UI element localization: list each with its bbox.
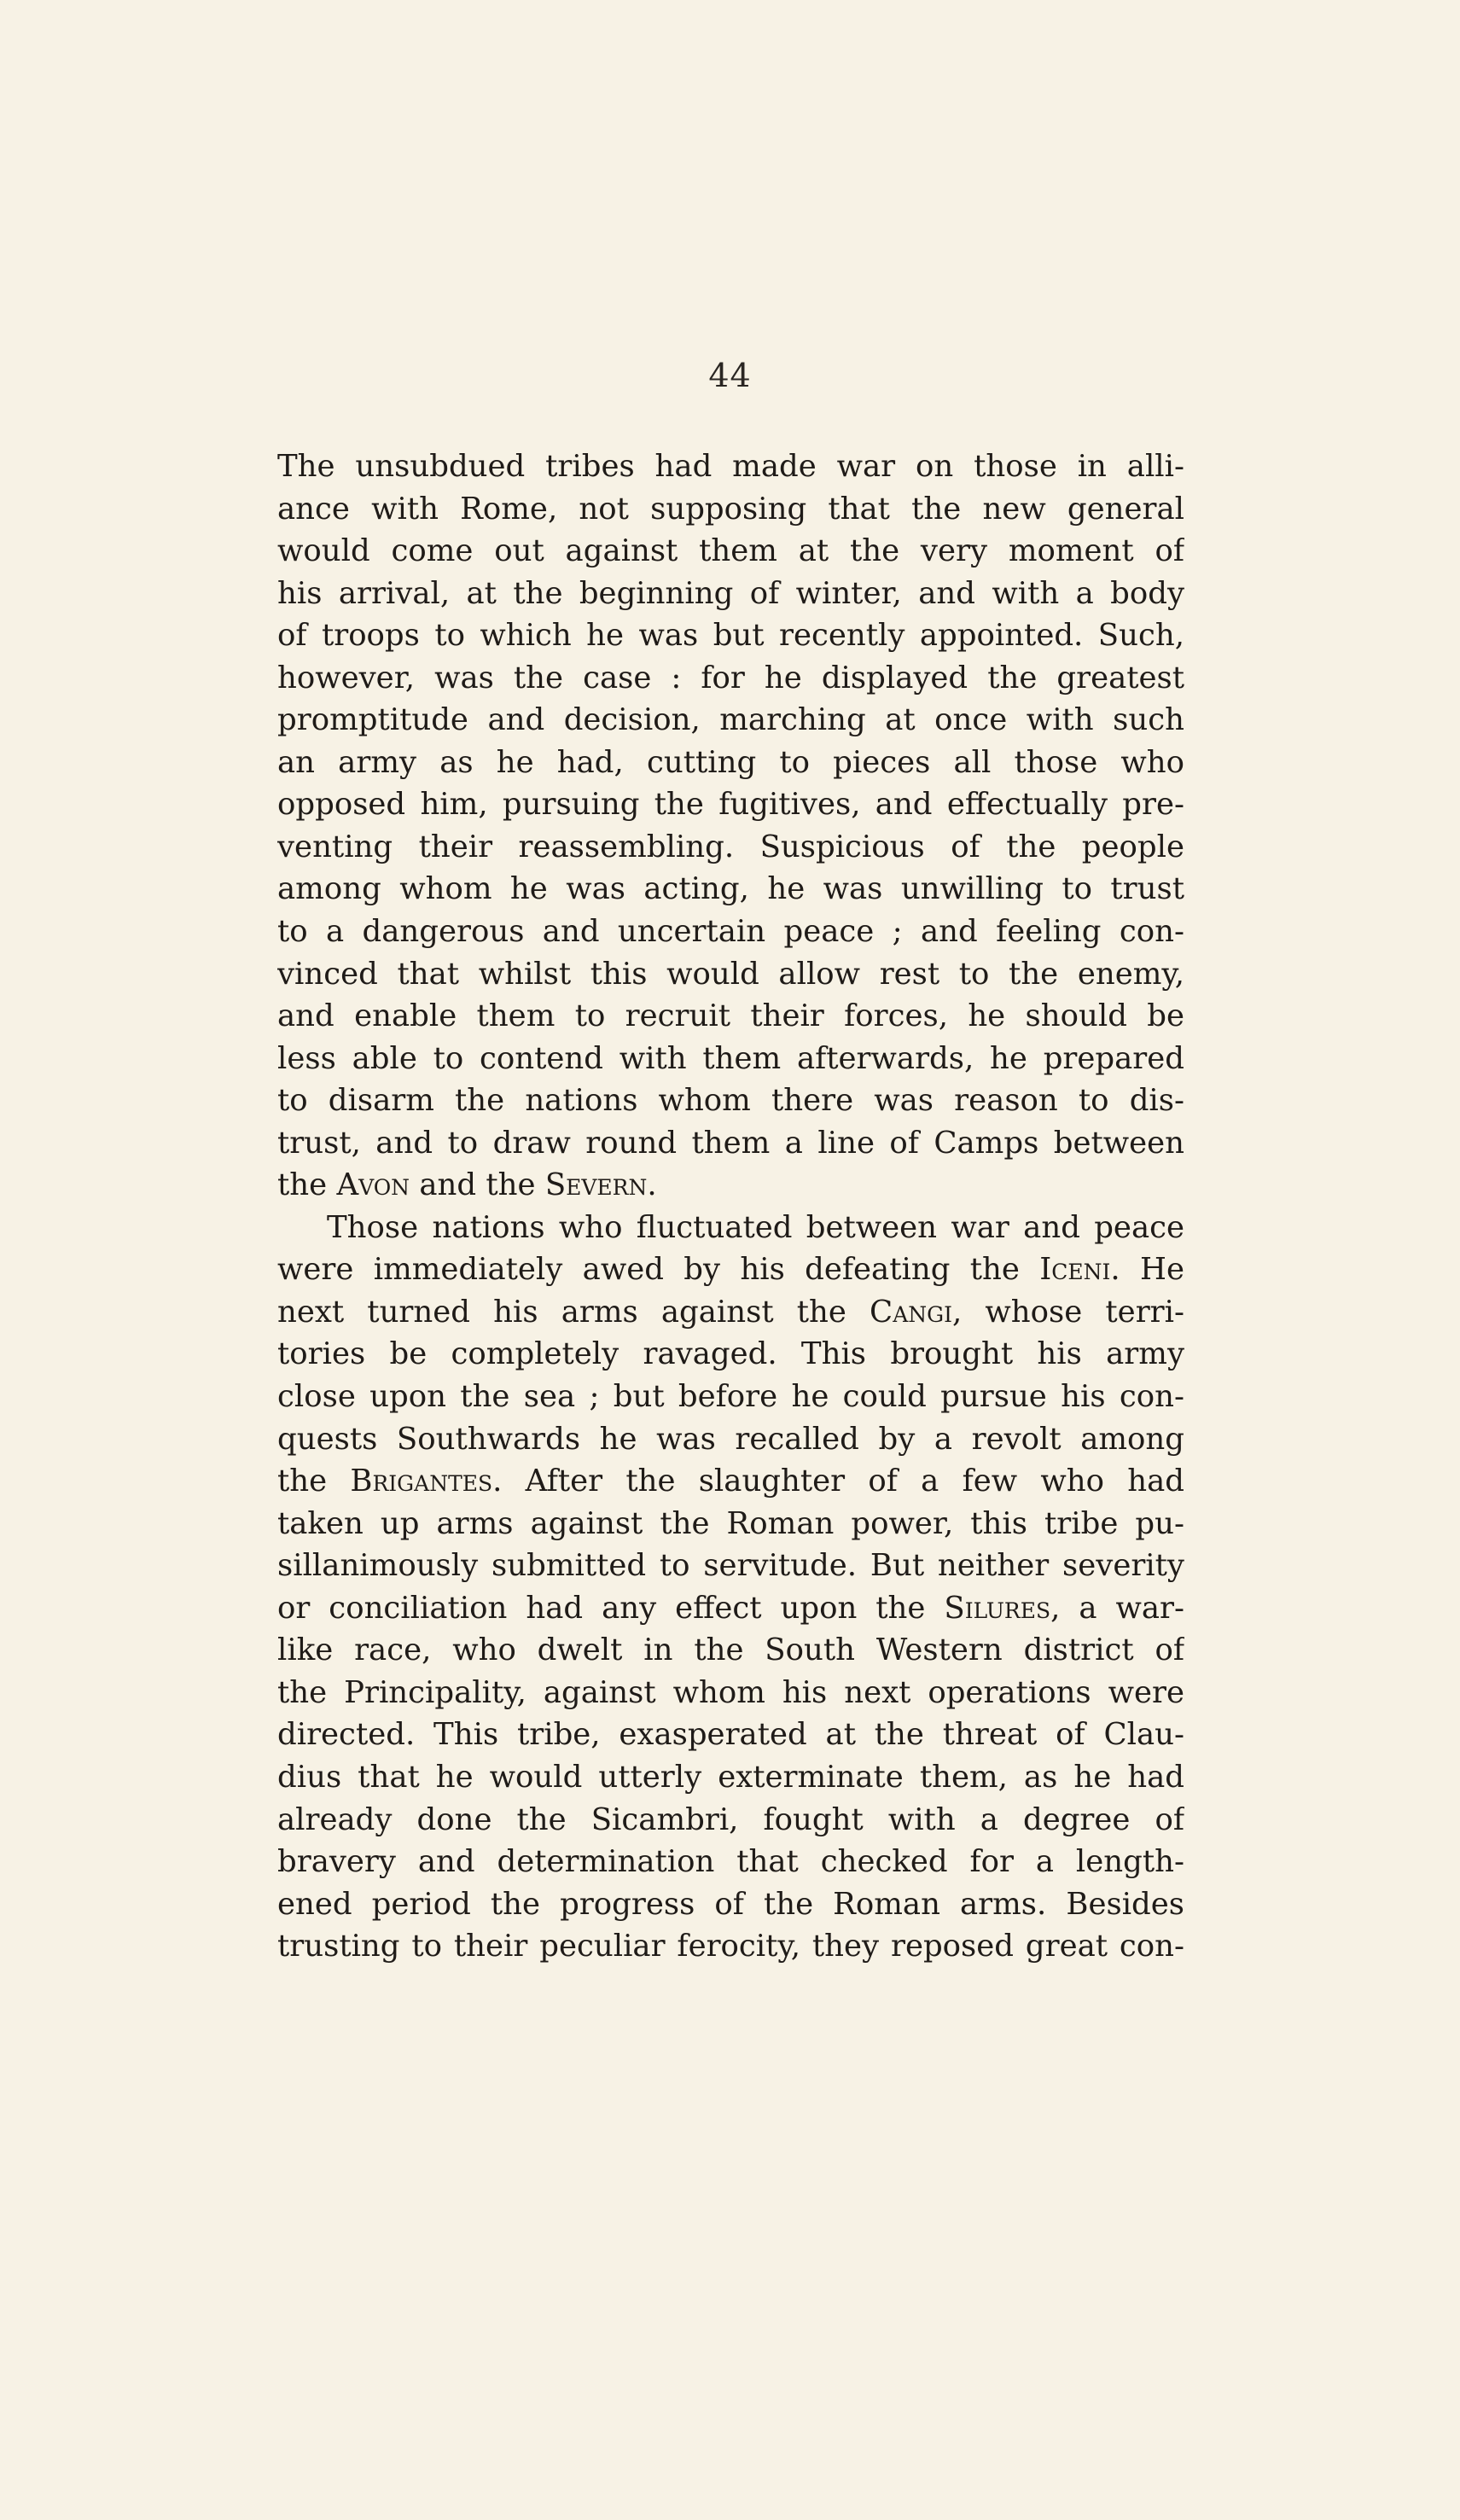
text-line: close upon the sea ; but before he could pursue his con- — [277, 1379, 1184, 1415]
text-line: the Brigantes. After the slaughter of a few who had — [277, 1464, 1184, 1499]
text-line: next turned his arms against the Cangi, whose terri- — [277, 1294, 1184, 1330]
text-line: less able to contend with them afterwards, he prepared — [277, 1040, 1184, 1076]
text-line: taken up arms against the Roman power, this tribe pu- — [277, 1505, 1184, 1541]
text-line: tories be completely ravaged. This brought his army — [277, 1336, 1184, 1372]
tribe-name-silures: Silures — [944, 1590, 1051, 1626]
text-line: his arrival, at the beginning of winter, and with a body — [277, 575, 1184, 611]
text-line: of troops to which he was but recently appointed. Such, — [277, 618, 1184, 654]
text-line: vinced that whilst this would allow rest to the enemy, — [277, 956, 1184, 992]
text-line: trust, and to draw round them a line of Camps between — [277, 1125, 1184, 1161]
body-text — [277, 445, 1184, 1968]
text-line: ance with Rome, not supposing that the new general — [277, 491, 1184, 527]
text-line: an army as he had, cutting to pieces all those who — [277, 744, 1184, 780]
text-line: were immediately awed by his defeating the Iceni. He — [277, 1252, 1184, 1288]
text-line: bravery and determination that checked for a length- — [277, 1844, 1184, 1880]
text-line: would come out against them at the very moment of — [277, 533, 1184, 569]
text-line: directed. This tribe, exasperated at the threat of Clau- — [277, 1717, 1184, 1753]
text-line: ened period the progress of the Roman arms. Besides — [277, 1886, 1184, 1922]
text-line: venting their reassembling. Suspicious of the people — [277, 829, 1184, 864]
text-line: like race, who dwelt in the South Western district of — [277, 1632, 1184, 1668]
text-line: quests Southwards he was recalled by a revolt among — [277, 1421, 1184, 1457]
text-line: to a dangerous and uncertain peace ; and feeling con- — [277, 914, 1184, 950]
tribe-name-iceni: Iceni — [1039, 1252, 1111, 1288]
tribe-name-cangi: Cangi — [870, 1294, 952, 1330]
paragraph-start-line: Those nations who fluctuated between war and peace — [327, 1209, 1184, 1245]
text-line: the Principality, against whom his next operations were — [277, 1674, 1184, 1710]
tribe-name-brigantes: Brigantes — [350, 1464, 493, 1499]
text-line: among whom he was acting, he was unwilling to trust — [277, 871, 1184, 907]
place-name-severn: Severn — [544, 1167, 648, 1203]
text-line: opposed him, pursuing the fugitives, and effectually pre- — [277, 787, 1184, 823]
text-line: to disarm the nations whom there was reason to dis- — [277, 1083, 1184, 1119]
text-line: trusting to their peculiar ferocity, they reposed great con- — [277, 1929, 1184, 1964]
text-line: dius that he would utterly exterminate them, as he had — [277, 1759, 1184, 1795]
place-name-avon: Avon — [336, 1167, 410, 1203]
paragraph-end-line: the Avon and the Severn. — [277, 1167, 657, 1203]
text-line: sillanimously submitted to servitude. But neither severity — [277, 1548, 1184, 1584]
text-line: promptitude and decision, marching at once with such — [277, 702, 1184, 738]
text-line: or conciliation had any effect upon the Silures, a war- — [277, 1590, 1184, 1626]
page-number: 44 — [708, 357, 752, 394]
text-line: and enable them to recruit their forces, he should be — [277, 998, 1184, 1034]
text-line: The unsubdued tribes had made war on those in alli- — [277, 449, 1184, 484]
text-line: however, was the case : for he displayed the greatest — [277, 660, 1184, 695]
text-line: already done the Sicambri, fought with a degree of — [277, 1801, 1184, 1837]
